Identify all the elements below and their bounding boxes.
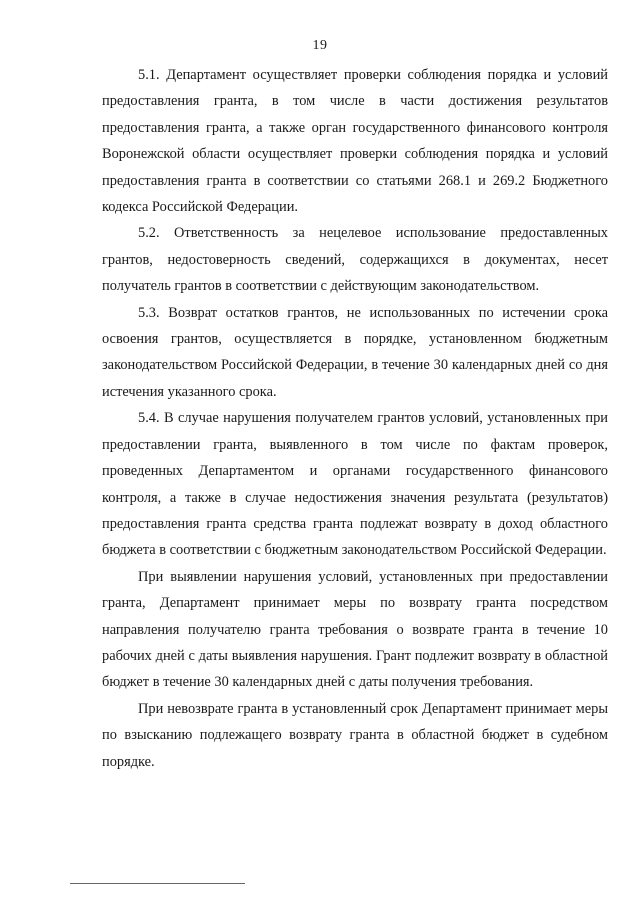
footer-divider — [70, 883, 245, 884]
paragraph-5-3: 5.3. Возврат остатков грантов, не использованных по истечении срока освоения грантов, осуществляется в порядке, установленном бюджетным законодательством Российской Федерации, в течение 30 календарных дней со дня истечения указанного срока. — [102, 304, 608, 400]
paragraph-5-4: 5.4. В случае нарушения получателем грантов условий, установленных при предоставлении гранта, выявленного в том числе по фактам проверок, проведенных Департаментом и органами государственного финансового контроля, а также в случае недостижения значения результата (результатов) предоставления гранта средства гранта подлежат возврату в доход областного бюджета в соответствии с бюджетным законодательством Российской Федерации. — [102, 410, 608, 559]
page-number: 19 — [312, 38, 328, 53]
paragraph-non-return: При невозврате гранта в установленный срок Департамент принимает меры по взысканию подлежащего возврату гранта в областной бюджет в судебном порядке. — [102, 700, 608, 770]
document-body — [102, 62, 608, 775]
paragraph-5-2: 5.2. Ответственность за нецелевое использование предоставленных грантов, недостоверность сведений, содержащихся в документах, несет получатель грантов в соответствии с действующим законодательством. — [102, 225, 608, 295]
paragraph-5-1: 5.1. Департамент осуществляет проверки соблюдения порядка и условий предоставления гранта, в том числе в части достижения результатов предоставления гранта, а также орган государственного финансового контроля Воронежской области осуществляет проверки соблюдения порядка и условий предоставления гранта в соответствии со статьями 268.1 и 269.2 Бюджетного кодекса Российской Федерации. — [102, 67, 608, 216]
paragraph-violation-detection: При выявлении нарушения условий, установленных при предоставлении гранта, Департамент принимает меры по возврату гранта посредством направления получателю гранта требования о возврате гранта в течение 10 рабочих дней с даты выявления нарушения. Грант подлежит возврату в областной бюджет в течение 30 календарных дней с даты получения требования. — [102, 568, 608, 691]
